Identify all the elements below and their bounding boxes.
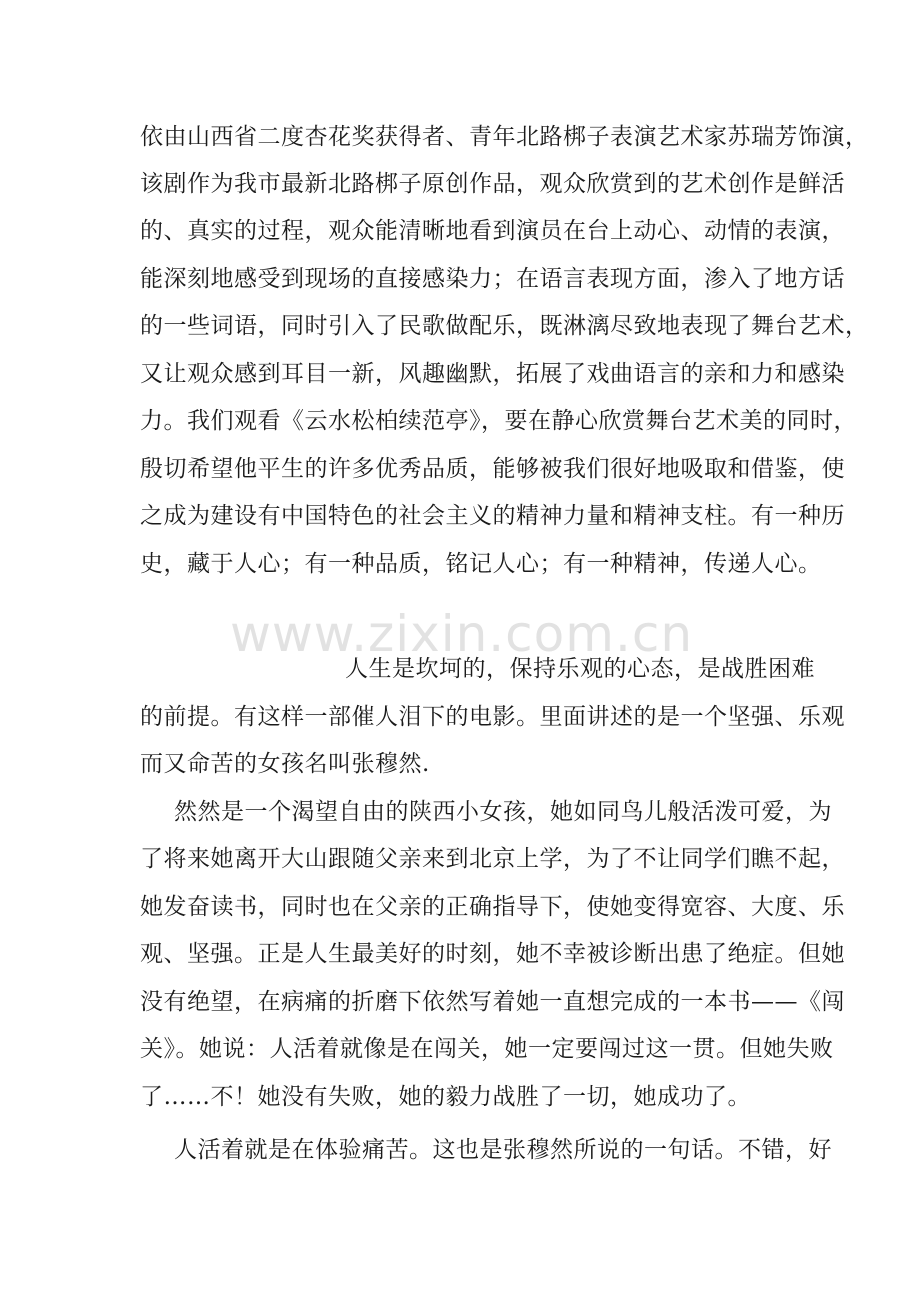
- text-line: 殷切希望他平生的许多优秀品质，能够被我们很好地吸取和借鉴，使: [140, 456, 845, 482]
- text-line: 人生是坎坷的，保持乐观的心态，是战胜困难: [345, 656, 815, 682]
- text-line: 观、坚强。正是人生最美好的时刻，她不幸被诊断出患了绝症。但她: [140, 941, 845, 967]
- text-line: 她发奋读书，同时也在父亲的正确指导下，使她变得宽容、大度、乐: [140, 894, 845, 920]
- text-line: 力。我们观看《云水松柏续范亭》，要在静心欣赏舞台艺术美的同时，: [140, 408, 857, 434]
- text-line: 之成为建设有中国特色的社会主义的精神力量和精神支柱。有一种历: [140, 503, 845, 529]
- text-line: 而又命苦的女孩名叫张穆然.: [140, 751, 430, 777]
- text-line: 史，藏于人心；有一种品质，铭记人心；有一种精神，传递人心。: [140, 551, 822, 577]
- text-line: 依由山西省二度杏花奖获得者、青年北路梆子表演艺术家苏瑞芳饰演，: [140, 124, 869, 150]
- text-line: 然然是一个渴望自由的陕西小女孩，她如同鸟儿般活泼可爱，为: [174, 799, 832, 825]
- text-line: 没有绝望，在病痛的折磨下依然写着她一直想完成的一本书——《闯: [140, 989, 845, 1015]
- text-line: 人活着就是在体验痛苦。这也是张穆然所说的一句话。不错，好: [174, 1137, 832, 1163]
- text-line: 关》。她说：人活着就像是在闯关，她一定要闯过这一贯。但她失败: [140, 1036, 834, 1062]
- text-line: 了将来她离开大山跟随父亲来到北京上学，为了不让同学们瞧不起，: [140, 846, 845, 872]
- text-line: 的、真实的过程，观众能清晰地看到演员在台上动心、动情的表演，: [140, 218, 845, 244]
- site-watermark: www.zixin.com.cn: [230, 605, 694, 663]
- text-line: 的一些词语，同时引入了民歌做配乐，既淋漓尽致地表现了舞台艺术，: [140, 313, 869, 339]
- text-line: 该剧作为我市最新北路梆子原创作品，观众欣赏到的艺术创作是鲜活: [140, 171, 845, 197]
- text-line: 了……不！她没有失败，她的毅力战胜了一切，她成功了。: [140, 1084, 751, 1110]
- text-line: 的前提。有这样一部催人泪下的电影。里面讲述的是一个坚强、乐观: [140, 704, 845, 730]
- text-line: 能深刻地感受到现场的直接感染力；在语言表现方面，渗入了地方话: [140, 266, 845, 292]
- text-line: 又让观众感到耳目一新，风趣幽默，拓展了戏曲语言的亲和力和感染: [140, 361, 845, 387]
